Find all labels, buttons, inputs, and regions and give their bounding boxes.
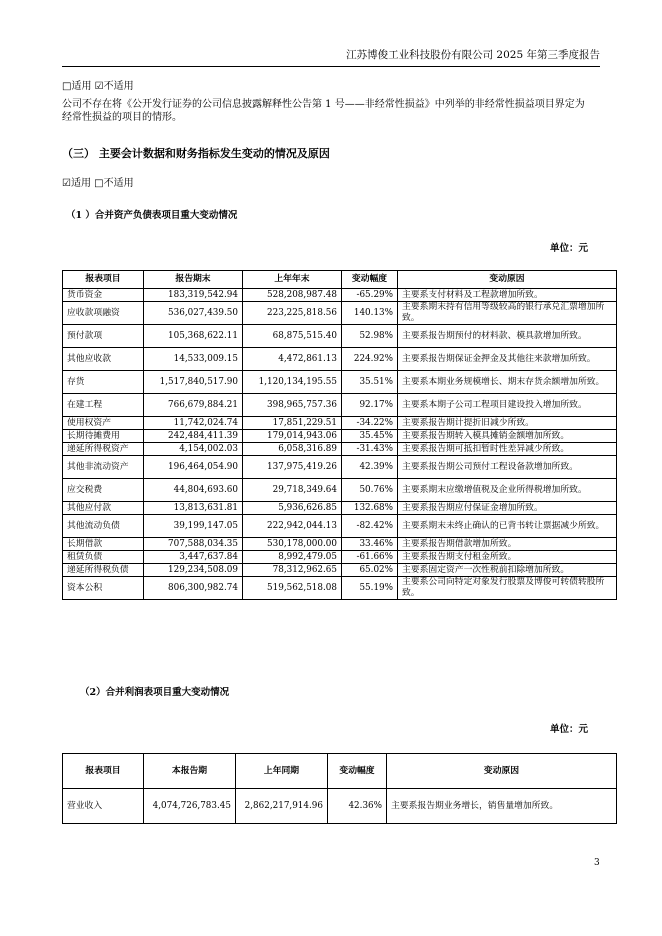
table-row [63,564,617,577]
table-row [63,430,617,443]
balance-header-item: 报表项目 [63,271,144,289]
row-value-current: 11,742,024.74 [144,417,243,430]
row-change: 92.17% [342,394,398,417]
row-value-current: 105,368,622.11 [144,325,243,348]
row-value-current: 39,199,147.05 [144,515,243,538]
row-reason: 主要系期末应缴增值税及企业所得税增加所致。 [398,479,617,502]
row-reason: 主要系报告期业务增长，销售量增加所致。 [387,789,617,824]
row-change: -65.29% [342,289,398,302]
row-value-prior: 17,851,229.51 [243,417,342,430]
row-value-current: 129,234,508.09 [144,564,243,577]
row-value-current: 1,517,840,517.90 [144,371,243,394]
row-change: 132.68% [342,502,398,515]
row-item: 营业收入 [63,789,144,824]
row-value-prior: 179,014,943.06 [243,430,342,443]
row-item: 在建工程 [63,394,144,417]
row-value-prior: 2,862,217,914.96 [236,789,328,824]
table-row [63,551,617,564]
header-rule [62,66,600,67]
table-row [63,515,617,538]
income-subtitle: （2）合并利润表项目重大变动情况 [80,687,230,698]
row-reason: 主要系报告期转入模具摊销金额增加所致。 [398,430,617,443]
row-value-prior: 5,936,626.85 [243,502,342,515]
row-value-prior: 223,225,818.56 [243,302,342,325]
row-reason: 主要系报告期公司预付工程设备款增加所致。 [398,456,617,479]
row-value-prior: 4,472,861.13 [243,348,342,371]
row-item: 其他流动负债 [63,515,144,538]
row-value-prior: 519,562,518.08 [243,577,342,600]
table-row [63,538,617,551]
row-item: 使用权资产 [63,417,144,430]
row-value-current: 4,074,726,783.45 [144,789,236,824]
row-change: 55.19% [342,577,398,600]
row-item: 货币资金 [63,289,144,302]
row-value-prior: 530,178,000.00 [243,538,342,551]
table-row [63,371,617,394]
balance-table [62,270,617,600]
row-reason: 主要系固定资产一次性税前扣除增加所致。 [398,564,617,577]
row-value-current: 806,300,982.74 [144,577,243,600]
row-item: 应交税费 [63,479,144,502]
row-item: 递延所得税负债 [63,564,144,577]
row-value-current: 242,484,411.39 [144,430,243,443]
nonrecurring-checkbox-line: □适用 ☑不适用 [62,81,134,92]
row-change: 42.36% [328,789,387,824]
nonrecurring-text-line2: 经常性损益的项目的情形。 [62,112,182,123]
row-reason: 主要系报告期保证金押金及其他往来款增加所致。 [398,348,617,371]
nonrecurring-text-line1: 公司不存在将《公开发行证券的公司信息披露解释性公告第 1 号——非经常性损益》中列举的非经常性损益项目界定为 [62,99,585,110]
row-change: 50.76% [342,479,398,502]
section3-checkbox-line: ☑适用 □不适用 [62,178,134,189]
row-value-prior: 68,875,515.40 [243,325,342,348]
row-item: 递延所得税资产 [63,443,144,456]
row-item: 预付款项 [63,325,144,348]
table-row [63,325,617,348]
row-value-prior: 6,058,316.89 [243,443,342,456]
income-header-current: 本报告期 [144,754,236,789]
header-title: 江苏博俊工业科技股份有限公司 2025 年第三季度报告 [346,49,600,61]
balance-header-reason: 变动原因 [398,271,617,289]
row-reason: 主要系本期业务规模增长、期末存货余额增加所致。 [398,371,617,394]
balance-header-prior-year-end: 上年年末 [243,271,342,289]
section3-title: （三） 主要会计数据和财务指标发生变动的情况及原因 [62,147,330,160]
row-value-prior: 137,975,419.26 [243,456,342,479]
row-item: 资本公积 [63,577,144,600]
table-row [63,348,617,371]
row-change: 33.46% [342,538,398,551]
row-reason: 主要系报告期借款增加所致。 [398,538,617,551]
row-change: 65.02% [342,564,398,577]
row-value-current: 196,464,054.90 [144,456,243,479]
row-reason: 主要系公司向特定对象发行股票及博俊可转债转股所致。 [398,577,617,600]
row-value-current: 4,154,002.03 [144,443,243,456]
row-value-current: 14,533,009.15 [144,348,243,371]
row-change: -31.43% [342,443,398,456]
balance-header-period-end: 报告期末 [144,271,243,289]
income-header-reason: 变动原因 [387,754,617,789]
table-row [63,502,617,515]
row-item: 租赁负债 [63,551,144,564]
page-number: 3 [594,858,600,868]
row-value-current: 3,447,637.84 [144,551,243,564]
row-item: 长期借款 [63,538,144,551]
row-reason: 主要系本期子公司工程项目建设投入增加所致。 [398,394,617,417]
table-row [63,456,617,479]
income-header-row [63,754,617,789]
balance-header-row [63,271,617,289]
income-header-item: 报表项目 [63,754,144,789]
row-reason: 主要系期末未终止确认的已背书转让票据减少所致。 [398,515,617,538]
balance-subtitle: （1 ）合并资产负债表项目重大变动情况 [66,210,238,221]
row-item: 应收款项融资 [63,302,144,325]
balance-unit: 单位：元 [549,243,588,254]
table-row [63,417,617,430]
row-item: 其他应收款 [63,348,144,371]
table-row [63,289,617,302]
row-change: -34.22% [342,417,398,430]
row-item: 其他非流动资产 [63,456,144,479]
row-value-prior: 222,942,044.13 [243,515,342,538]
table-row [63,789,617,824]
row-change: 224.92% [342,348,398,371]
income-header-prior: 上年同期 [236,754,328,789]
row-change: 35.51% [342,371,398,394]
row-change: 35.45% [342,430,398,443]
row-change: 140.13% [342,302,398,325]
row-value-prior: 398,965,757.36 [243,394,342,417]
row-change: -61.66% [342,551,398,564]
row-reason: 主要系报告期支付租金所致。 [398,551,617,564]
row-reason: 主要系报告期预付的材料款、模具款增加所致。 [398,325,617,348]
row-reason: 主要系报告期计提折旧减少所致。 [398,417,617,430]
row-change: -82.42% [342,515,398,538]
row-value-current: 766,679,884.21 [144,394,243,417]
income-unit: 单位：元 [549,724,588,735]
row-value-current: 13,813,631.81 [144,502,243,515]
row-value-prior: 29,718,349.64 [243,479,342,502]
row-reason: 主要系报告期应付保证金增加所致。 [398,502,617,515]
row-value-current: 44,804,693.60 [144,479,243,502]
row-item: 其他应付款 [63,502,144,515]
table-row [63,479,617,502]
row-value-current: 536,027,439.50 [144,302,243,325]
row-value-prior: 78,312,962.65 [243,564,342,577]
income-table [62,753,617,824]
row-value-prior: 528,208,987.48 [243,289,342,302]
row-item: 存货 [63,371,144,394]
balance-header-change: 变动幅度 [342,271,398,289]
table-row [63,302,617,325]
row-reason: 主要系报告期可抵扣暂时性差异减少所致。 [398,443,617,456]
row-change: 42.39% [342,456,398,479]
row-value-prior: 8,992,479.05 [243,551,342,564]
table-row [63,394,617,417]
income-header-change: 变动幅度 [328,754,387,789]
row-reason: 主要系期末持有信用等级较高的银行承兑汇票增加所致。 [398,302,617,325]
table-row [63,577,617,600]
table-row [63,443,617,456]
row-change: 52.98% [342,325,398,348]
row-value-prior: 1,120,134,195.55 [243,371,342,394]
row-value-current: 183,319,542.94 [144,289,243,302]
row-value-current: 707,588,034.35 [144,538,243,551]
row-item: 长期待摊费用 [63,430,144,443]
row-reason: 主要系支付材料及工程款增加所致。 [398,289,617,302]
